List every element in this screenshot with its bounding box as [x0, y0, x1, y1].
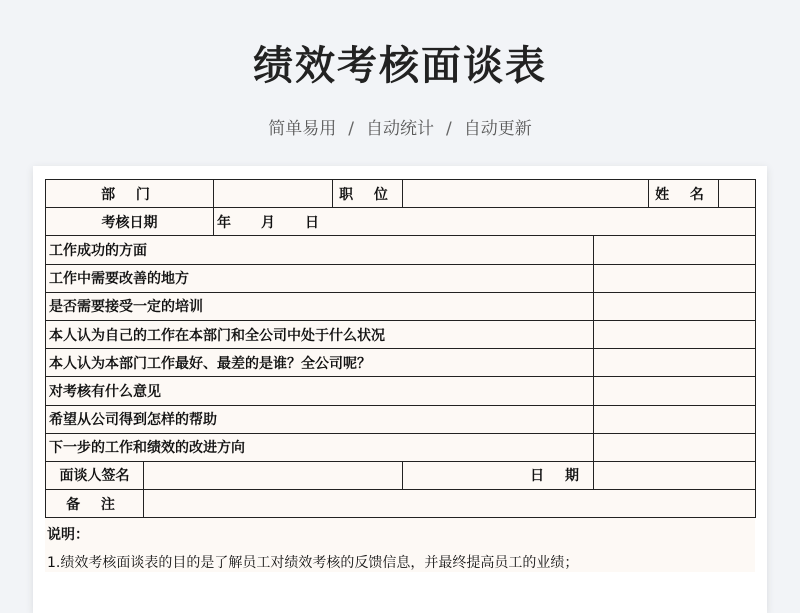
table-row [46, 377, 756, 405]
remarks-label: 备 注 [46, 490, 144, 518]
table-row [46, 180, 756, 208]
notes-line: 1.绩效考核面谈表的目的是了解员工对绩效考核的反馈信息，并最终提高员工的业绩； [47, 555, 579, 572]
table-row [46, 405, 756, 433]
date-year-label: 年 [217, 214, 231, 231]
position-label: 职 位 [333, 180, 403, 208]
review-date-value-cell[interactable] [214, 208, 756, 236]
signature-value-cell[interactable] [144, 461, 403, 489]
subtitle-separator: / [446, 119, 452, 139]
date-month-label: 月 [261, 214, 275, 231]
page-title: 绩效考核面谈表 [253, 43, 547, 89]
subtitle-item-easy: 简单易用 [268, 119, 337, 139]
answer-cell[interactable] [594, 349, 756, 377]
date-day-label: 日 [305, 214, 319, 231]
subtitle-item-stats: 自动统计 [366, 119, 434, 139]
question-label: 工作成功的方面 [46, 236, 594, 264]
sign-date-label: 日 期 [403, 461, 594, 489]
interviewer-signature-label: 面谈人签名 [46, 461, 144, 489]
page-subtitle [0, 114, 800, 139]
table-row [46, 236, 756, 264]
question-label: 本人认为本部门工作最好、最差的是谁？全公司呢？ [46, 349, 594, 377]
remarks-value-cell[interactable] [144, 490, 756, 518]
name-label: 姓 名 [649, 180, 719, 208]
review-date-label: 考核日期 [46, 208, 214, 236]
table-row [46, 490, 756, 518]
table-row [46, 320, 756, 348]
subtitle-item-update: 自动更新 [463, 119, 532, 139]
position-value-cell[interactable] [403, 180, 649, 208]
table-row [46, 461, 756, 489]
answer-cell[interactable] [594, 405, 756, 433]
answer-cell[interactable] [594, 264, 756, 292]
question-label: 是否需要接受一定的培训 [46, 292, 594, 320]
question-label: 下一步的工作和绩效的改进方向 [46, 433, 594, 461]
subtitle-separator: / [348, 119, 354, 139]
question-label: 希望从公司得到怎样的帮助 [46, 405, 594, 433]
sign-date-value-cell[interactable] [594, 461, 756, 489]
department-value-cell[interactable] [214, 180, 333, 208]
table-row [46, 292, 756, 320]
department-label: 部 门 [46, 180, 214, 208]
table-row [46, 349, 756, 377]
answer-cell[interactable] [594, 236, 756, 264]
notes-heading: 说明： [47, 527, 89, 544]
question-label: 工作中需要改善的地方 [46, 264, 594, 292]
answer-cell[interactable] [594, 377, 756, 405]
form-sheet [45, 179, 755, 572]
answer-cell[interactable] [594, 320, 756, 348]
notes-section [45, 518, 755, 572]
interview-form-table [45, 179, 756, 518]
answer-cell[interactable] [594, 433, 756, 461]
question-label: 对考核有什么意见 [46, 377, 594, 405]
question-label: 本人认为自己的工作在本部门和全公司中处于什么状况 [46, 320, 594, 348]
form-preview-card [33, 166, 767, 613]
name-value-cell[interactable] [719, 180, 756, 208]
answer-cell[interactable] [594, 292, 756, 320]
table-row [46, 208, 756, 236]
table-row [46, 433, 756, 461]
table-row [46, 264, 756, 292]
